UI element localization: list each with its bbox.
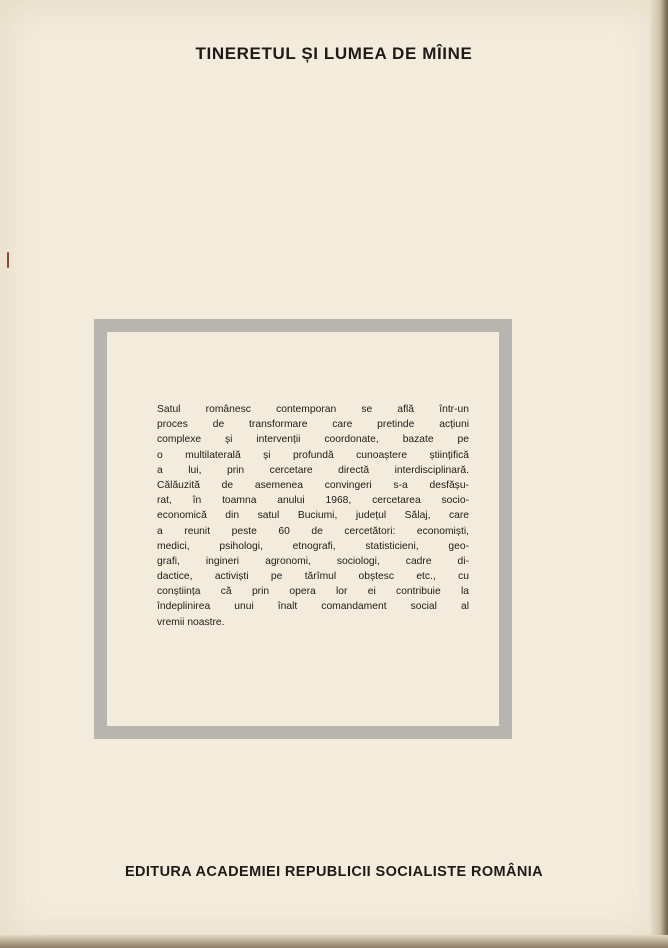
blurb-line: proces de transformare care pretinde acțiuni bbox=[157, 419, 469, 431]
ink-mark bbox=[7, 252, 9, 268]
blurb-text bbox=[157, 402, 469, 630]
publisher-name: EDITURA ACADEMIEI REPUBLICII SOCIALISTE ROMÂNIA bbox=[124, 864, 544, 880]
blurb-line: complexe și intervenții coordonate, bazate pe bbox=[157, 434, 469, 446]
blurb-line: Satul românesc contemporan se află într-un bbox=[157, 404, 469, 415]
blurb-line: medici, psihologi, etnografi, statisticieni, geo- bbox=[157, 540, 469, 552]
series-title: TINERETUL ȘI LUMEA DE MÎINE bbox=[195, 44, 473, 63]
blurb-line: a lui, prin cercetare directă interdisciplinară. bbox=[157, 464, 469, 476]
blurb-line: îndeplinirea unui înalt comandament social al bbox=[157, 601, 469, 613]
blurb-line: Călăuzită de asemenea convingeri s-a desfășu- bbox=[157, 479, 469, 491]
blurb-line: grafi, ingineri agronomi, sociologi, cadre di- bbox=[157, 555, 469, 567]
blurb-line: dactice, activiști pe tărîmul obștesc etc., cu bbox=[157, 571, 469, 583]
blurb-line: rat, în toamna anului 1968, cercetarea socio- bbox=[157, 495, 469, 507]
page-edge-right bbox=[650, 0, 668, 948]
page-edge-bottom bbox=[0, 935, 668, 948]
blurb-line: a reunit peste 60 de cercetători: economiști, bbox=[157, 525, 469, 537]
blurb-line: vremii noastre. bbox=[157, 616, 225, 628]
blurb-line: economică din satul Buciumi, județul Sălaj, care bbox=[157, 510, 469, 522]
blurb-line: o multilaterală și profundă cunoaștere științifică bbox=[157, 449, 469, 461]
blurb-line: conștiința că prin opera lor ei contribuie la bbox=[157, 586, 469, 598]
